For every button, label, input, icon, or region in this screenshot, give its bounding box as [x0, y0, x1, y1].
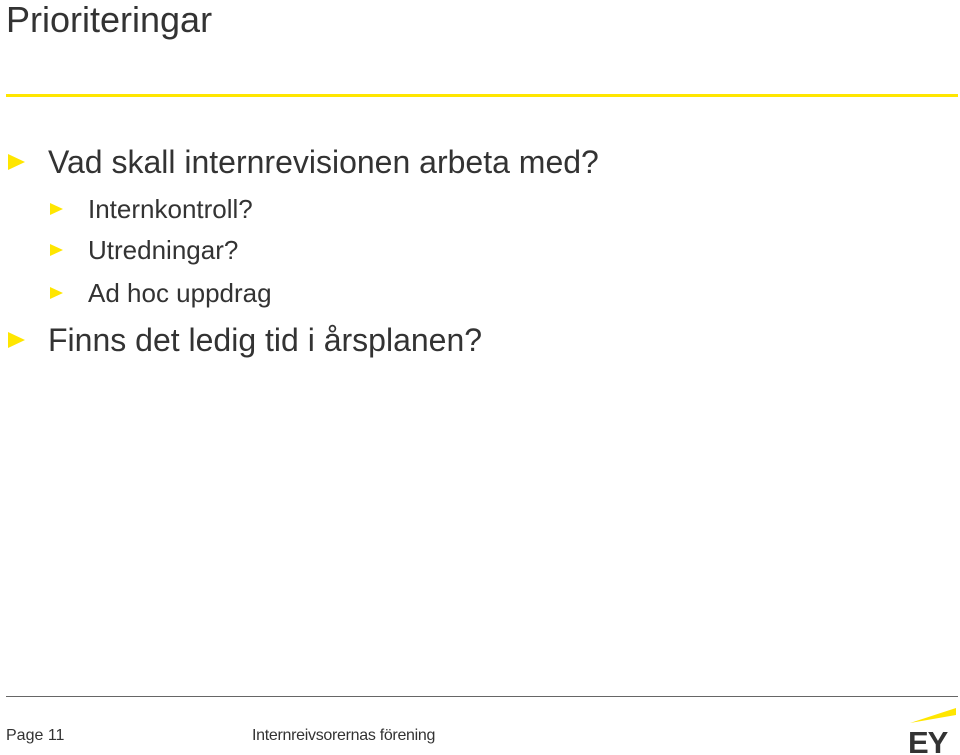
bullet-arrow-icon: [50, 203, 63, 215]
bullet-arrow-icon: [8, 332, 25, 348]
slide-title: Prioriteringar: [6, 0, 213, 40]
footer-divider: [6, 696, 958, 697]
ey-logo-text: EY: [908, 725, 948, 754]
bullet-text: Internkontroll?: [88, 194, 253, 224]
bullet-text: Finns det ledig tid i årsplanen?: [48, 322, 483, 358]
page-number: Page 11: [6, 727, 65, 744]
bullet-text: Vad skall internrevisionen arbeta med?: [48, 144, 599, 180]
title-underline: [6, 94, 958, 97]
footer-organization: Internreivsorernas förening: [252, 727, 436, 744]
bullet-text: Utredningar?: [88, 235, 239, 265]
bullet-arrow-icon: [50, 244, 63, 256]
bullet-arrow-icon: [50, 287, 63, 299]
ey-logo-beam: [910, 708, 956, 723]
ey-logo: [908, 706, 958, 754]
bullet-arrow-icon: [8, 154, 25, 170]
bullet-text: Ad hoc uppdrag: [88, 278, 272, 308]
